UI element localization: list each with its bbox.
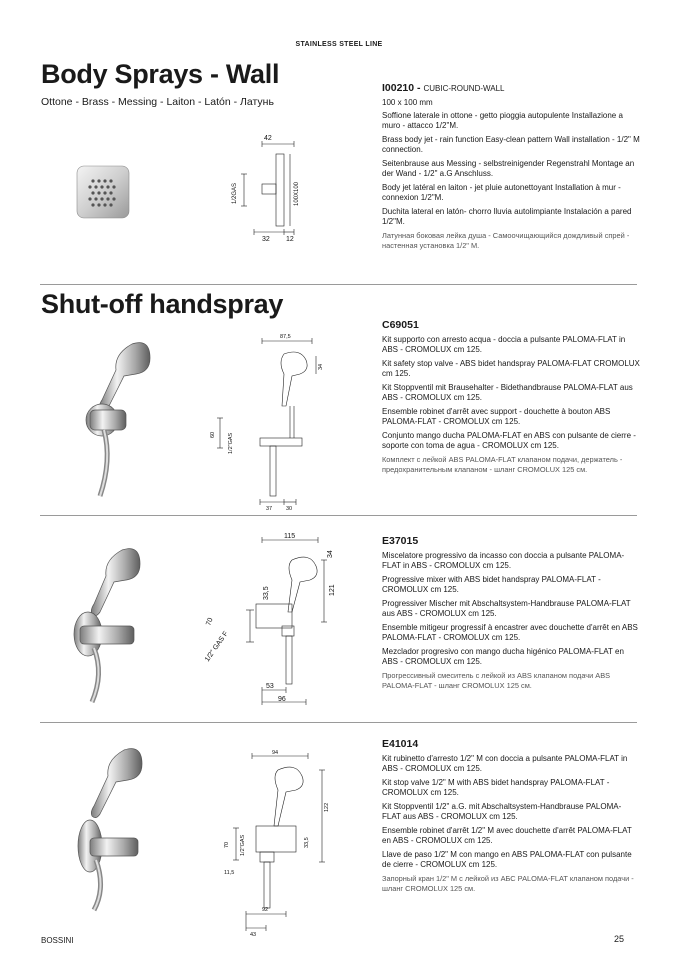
dim-label-43: 43 bbox=[250, 932, 257, 938]
product-block-e37015 bbox=[382, 535, 640, 695]
dim-label-121: 121 bbox=[329, 584, 336, 596]
section-divider bbox=[40, 284, 637, 285]
body-spray-photo bbox=[76, 165, 130, 219]
desc-fr: Ensemble mitigeur progressif à encastrer avec douchette d'arrêt en ABS PALOMA-FLAT - CROMOLUX cm 125. bbox=[382, 623, 638, 642]
dim-label-122: 122 bbox=[324, 802, 330, 812]
dim-label-gas-f: 1/2" GAS F bbox=[203, 630, 230, 664]
dim-label-87-5: 87,5 bbox=[280, 334, 291, 340]
desc-fr: Ensemble robinet d'arrêt avec support - douchette à bouton ABS PALOMA-FLAT - CROMOLUX cm 125. bbox=[382, 407, 611, 426]
section-title-body-sprays: Body Sprays - Wall bbox=[41, 59, 280, 89]
dim-label-115: 115 bbox=[284, 533, 296, 540]
desc-en: Brass body jet - rain function Easy-clean pattern Wall installation - 1/2" M connection. bbox=[382, 135, 640, 154]
handspray-photo-c69051 bbox=[74, 338, 164, 498]
dim-label-96: 96 bbox=[278, 696, 286, 703]
desc-it: Soffione laterale in ottone - getto pioggia autopulente Installazione a muro - attacco 1/2"M. bbox=[382, 111, 623, 130]
dim-label-gas: 1/2GAS bbox=[232, 182, 238, 204]
dim-label-dia-34: 34 bbox=[318, 363, 324, 370]
desc-ru: Латунная боковая лейка душа - Самоочищающийся дождливый спрей - настенная установка 1/2" M. bbox=[382, 231, 630, 250]
dim-label-100x100: 100X100 bbox=[294, 181, 300, 206]
desc-it: Kit supporto con arresto acqua - doccia a pulsante PALOMA-FLAT in ABS - CROMOLUX cm 125. bbox=[382, 335, 626, 354]
footer-brand: BOSSINI bbox=[41, 936, 74, 945]
desc-de: Kit Stoppventil mit Brausehalter - Bidethandbrause PALOMA-FLAT aus ABS - CROMOLUX cm 125. bbox=[382, 383, 633, 402]
product-variant: CUBIC-ROUND-WALL bbox=[423, 84, 505, 93]
desc-ru: Прогрессивный смеситель с лейкой из ABS клапаном подачи ABS PALOMA-FLAT - шланг CROMOLUX 125 см. bbox=[382, 671, 611, 690]
desc-fr: Ensemble robinet d'arrêt 1/2" M avec douchette d'arrêt PALOMA-FLAT en ABS - CROMOLUX cm 125. bbox=[382, 826, 632, 845]
page-number: 25 bbox=[614, 934, 625, 944]
body-spray-drawing bbox=[222, 130, 312, 242]
desc-es: Llave de paso 1/2" M con mango en ABS PALOMA-FLAT con pulsante de cierre - CROMOLUX cm 125. bbox=[382, 850, 632, 869]
desc-ru: Запорный кран 1/2" М с лейкой из АБС PALOMA-FLAT клапаном подачи - шланг CROMOLUX 125 см. bbox=[382, 874, 634, 893]
handspray-photo-e37015 bbox=[66, 544, 156, 704]
desc-es: Mezclador progresivo con mango ducha higénico PALOMA-FLAT en ABS - CROMOLUX cm 125. bbox=[382, 647, 624, 666]
dim-label-11-5: 11,5 bbox=[224, 870, 235, 876]
product-code: E41014 bbox=[382, 738, 419, 750]
desc-es: Duchita lateral en latón- chorro lluvia autolimpiante Instalación a pared 1/2"M. bbox=[382, 207, 632, 226]
dim-label-30: 30 bbox=[286, 506, 293, 510]
dim-label-42: 42 bbox=[264, 135, 272, 142]
desc-en: Progressive mixer with ABS bidet handspray PALOMA-FLAT - CROMOLUX cm 125. bbox=[382, 575, 601, 594]
product-block-c69051 bbox=[382, 319, 640, 479]
handspray-drawing-e41014 bbox=[216, 748, 346, 938]
desc-en: Kit safety stop valve - ABS bidet handspray PALOMA-FLAT CROMOLUX cm 125. bbox=[382, 359, 640, 378]
dim-label-33-5: 33,5 bbox=[304, 837, 310, 848]
desc-it: Miscelatore progressivo da incasso con doccia a pulsante PALOMA-FLAT in ABS - CROMOLUX cm 125. bbox=[382, 551, 625, 570]
section-divider bbox=[40, 515, 637, 516]
dim-label-32: 32 bbox=[262, 236, 270, 242]
product-code bbox=[382, 82, 640, 94]
desc-fr: Body jet latéral en laiton - jet pluie autonettoyant Installation à mur - connexion 1/2"M. bbox=[382, 183, 621, 202]
desc-es: Conjunto mango ducha PALOMA-FLAT en ABS con pulsante de cierre - soporte con toma de agua - CROMOLUX cm 125. bbox=[382, 431, 636, 450]
desc-de: Kit Stoppventil 1/2" a.G. mit Abschaltsystem-Handbrause PALOMA-FLAT aus ABS - CROMOLUX cm 125. bbox=[382, 802, 622, 821]
product-block-i00210 bbox=[382, 82, 640, 255]
dim-label-33-5: 33,5 bbox=[263, 586, 270, 600]
section-subtitle-materials: Ottone - Brass - Messing - Laiton - Latón - Латунь bbox=[41, 96, 274, 108]
desc-de: Progressiver Mischer mit Abschaltsystem-Handbrause PALOMA-FLAT aus ABS - CROMOLUX cm 125. bbox=[382, 599, 631, 618]
handspray-drawing-e37015 bbox=[196, 530, 346, 706]
product-dimensions: 100 x 100 mm bbox=[382, 98, 433, 107]
handspray-drawing-c69051 bbox=[200, 334, 330, 510]
dim-label-12: 12 bbox=[286, 236, 294, 242]
product-code: C69051 bbox=[382, 319, 419, 331]
dim-label-94: 94 bbox=[272, 750, 279, 756]
dim-label-dia-70: 70 bbox=[224, 841, 230, 848]
dim-label-gas: 1/2"GAS bbox=[228, 432, 234, 454]
header-line: STAINLESS STEEL LINE bbox=[295, 41, 383, 48]
desc-en: Kit stop valve 1/2" M with ABS bidet handspray PALOMA-FLAT - CROMOLUX cm 125. bbox=[382, 778, 610, 797]
dim-label-dia-34: 34 bbox=[327, 550, 334, 558]
dim-label-gas: 1/2"GAS bbox=[240, 834, 246, 856]
section-title-shutoff: Shut-off handspray bbox=[41, 289, 284, 319]
dim-label-37: 37 bbox=[266, 506, 273, 510]
dim-label-53: 53 bbox=[266, 683, 274, 690]
dim-label-92: 92 bbox=[262, 907, 269, 913]
desc-ru: Комплект с лейкой ABS PALOMA-FLAT клапаном подачи, держатель - предохранительным клапаном - шланг CROMOLUX 125 см. bbox=[382, 455, 623, 474]
desc-it: Kit rubinetto d'arresto 1/2" M con doccia a pulsante PALOMA-FLAT in ABS - CROMOLUX cm 125. bbox=[382, 754, 628, 773]
dim-label-dia-70: 70 bbox=[205, 616, 215, 627]
product-block-e41014 bbox=[382, 738, 640, 898]
product-code: E37015 bbox=[382, 535, 419, 547]
product-code-number: I00210 - bbox=[382, 82, 421, 94]
section-divider bbox=[40, 722, 637, 723]
dim-label-60: 60 bbox=[210, 431, 216, 438]
handspray-photo-e41014 bbox=[66, 742, 156, 912]
desc-de: Seitenbrause aus Messing - selbstreinigender Regenstrahl Montage an der Wand - 1/2" a.G Anschluss. bbox=[382, 159, 635, 178]
